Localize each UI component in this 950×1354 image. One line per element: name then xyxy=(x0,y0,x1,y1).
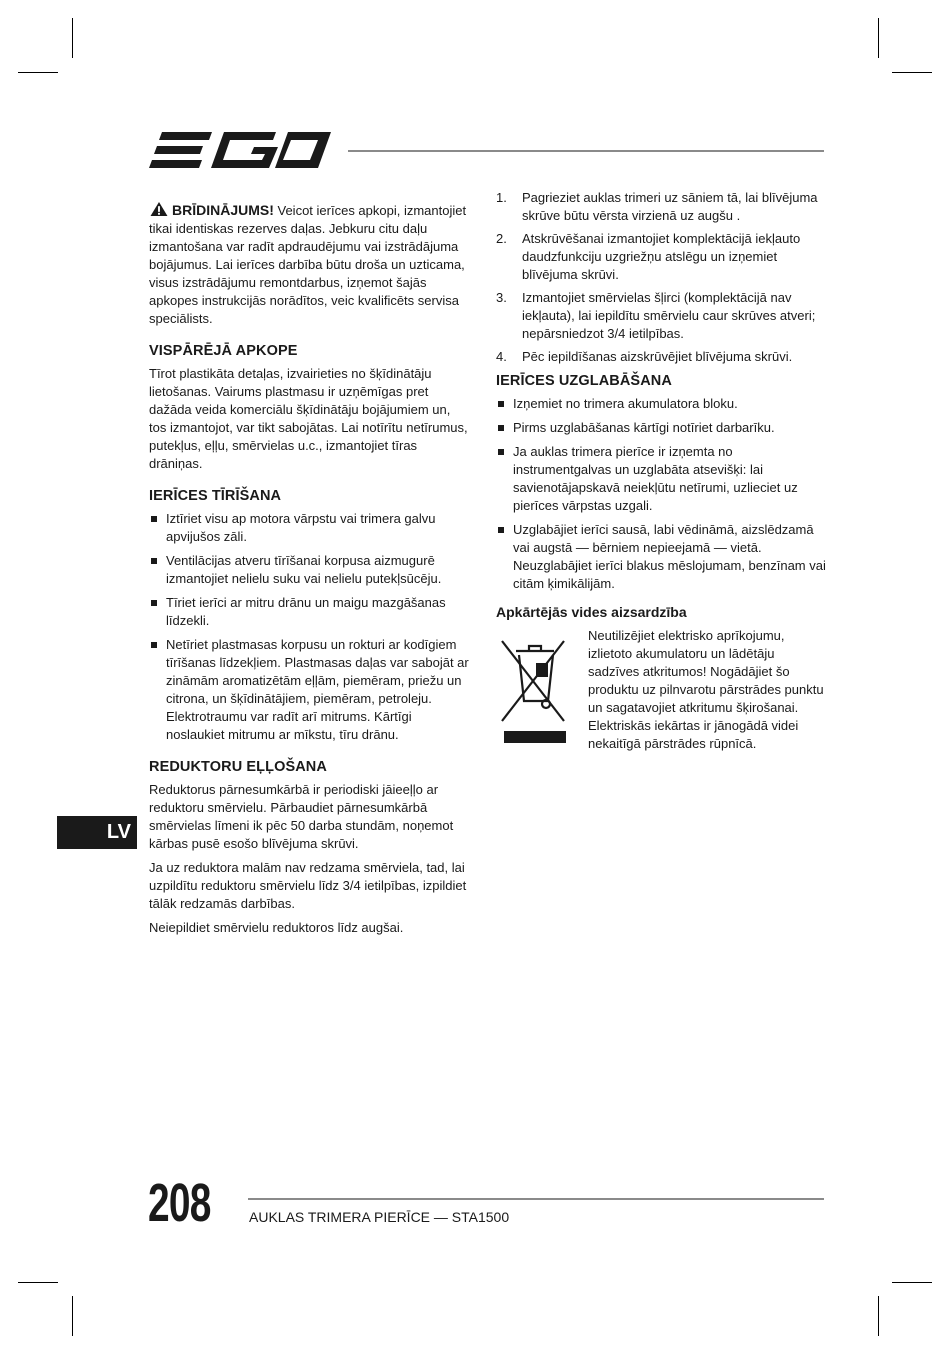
list-item xyxy=(496,289,826,343)
crop-mark xyxy=(878,18,879,58)
list-item xyxy=(496,230,826,284)
crop-mark xyxy=(18,1282,58,1283)
warning-text: Veicot ierīces apkopi, izmantojiet tikai identiskas rezerves daļas. Jebkuru citu daļu izmantošana var radīt apdraudējumu vai izstrādājuma bojājumus. Lai ierīces darbība būtu droša un uzticama, visus izstrādājumu remontdarbus, izņemot šajās apkopes instrukcijās norādītos, veic kvalificēts servisa speciālists. xyxy=(149,203,467,326)
general-maintenance-text: Tīrot plastikāta detaļas, izvairieties no šķīdinātāju lietošanas. Vairums plastmasu ir uzņēmīgas pret dažāda veida komerciālu šķīdinātāju bojājumiem un, tos izmantojot, var tikt sabojātas. Lai notīrītu netīrumus, putekļus, eļļu, smērvielas u.c., izmantojiet tīras drāniņas. xyxy=(149,366,468,471)
warning-paragraph xyxy=(149,201,471,328)
environment-text: Neutilizējiet elektrisko aprīkojumu, izlietoto akumulatoru un lādētāju sadzīves atkritumos! Nogādājiet šo produktu uz pilnvarotu pārstrādes punktu un sagatavojiet atkritumu šķirošanai. Elektriskās iekārtas ir jānogādā videi nekaitīgā pārstrādes rūpnīcā. xyxy=(588,628,824,751)
footer-title: AUKLAS TRIMERA PIERĪCE — STA1500 xyxy=(249,1209,510,1225)
gear-oil-heading: REDUKTORU EĻĻOŠANA xyxy=(149,759,327,775)
step-number: 1. xyxy=(496,190,507,205)
steps-list xyxy=(496,189,826,366)
list-item: Ventilācijas atveru tīrīšanai korpusa aizmugurē izmantojiet nelielu suku vai nelielu putekļsūcēju. xyxy=(149,552,471,588)
header-rule xyxy=(348,150,824,152)
crop-mark xyxy=(892,72,932,73)
list-item: Netīriet plastmasas korpusu un rokturi ar kodīgiem tīrīšanas līdzekļiem. Plastmasas daļas var sabojāt ar zināmām aromatizētām eļļām, piemēram, priežu un citrona, un šķīdinātājiem, piemēram, petroleju. Elektrotraumu var radīt arī mitrums. Kārtīgi noslaukiet mitrumu ar mīkstu, tīru drānu. xyxy=(149,636,471,744)
step-text: Atskrūvēšanai izmantojiet komplektācijā iekļauto daudzfunkciju uzgriežņu atslēgu un izņemiet blīvējuma skrūvi. xyxy=(522,231,801,282)
cleaning-list xyxy=(149,510,471,744)
crop-mark xyxy=(878,1296,879,1336)
cleaning-heading: IERĪCES TĪRĪŠANA xyxy=(149,488,282,504)
ego-logo xyxy=(148,128,333,174)
gear-oil-paragraph: Ja uz reduktora malām nav redzama smērviela, tad, lai uzpildītu reduktoru smērvielu līdz 3/4 ietilpības, izpildiet tālāk redzamās darbības. xyxy=(149,860,467,911)
list-item xyxy=(496,189,826,225)
crop-mark xyxy=(72,1296,73,1336)
step-number: 3. xyxy=(496,290,507,305)
list-item: Iztīriet visu ap motora vārpstu vai trimera galvu apvijušos zāli. xyxy=(149,510,471,546)
list-item: Izņemiet no trimera akumulatora bloku. xyxy=(496,395,826,413)
gear-oil-paragraph: Reduktorus pārnesumkārbā ir periodiski jāieeļļo ar reduktoru smērvielu. Pārbaudiet pārnesumkārbā smērvielas līmeni ik pēc 50 darba stundām, noņemot kārbas pusē esošo blīvējuma skrūvi. xyxy=(149,782,454,851)
list-item: Uzglabājiet ierīci sausā, labi vēdināmā, aizslēdzamā vai augstā — bērniem nepieejamā — vietā. Neuzglabājiet ierīci blakus mēslojumam, benzīnam vai citām ķimikālijām. xyxy=(496,521,826,593)
footer-rule xyxy=(248,1198,824,1200)
crop-mark xyxy=(892,1282,932,1283)
step-number: 2. xyxy=(496,231,507,246)
step-text: Pagrieziet auklas trimeri uz sāniem tā, lai blīvējuma skrūve būtu vērsta virzienā uz augšu . xyxy=(522,190,818,223)
step-number: 4. xyxy=(496,349,507,364)
list-item: Ja auklas trimera pierīce ir izņemta no instrumentgalvas un uzglabāta atsevišķi: lai savienotājapskavā neiekļūtu netīrumi, uzlieciet uz pierīces vārpstas uzgali. xyxy=(496,443,826,515)
crop-mark xyxy=(18,72,58,73)
general-maintenance-heading: VISPĀRĒJĀ APKOPE xyxy=(149,343,298,359)
language-tab: LV xyxy=(57,816,137,849)
left-column xyxy=(149,201,471,943)
warning-title: BRĪDINĀJUMS! xyxy=(172,202,274,218)
step-text: Izmantojiet smērvielas šļirci (komplektācijā nav iekļauta), lai iepildītu smērvielu caur skrūves atveri; nepārsniedzot 3/4 ietilpības. xyxy=(522,290,816,341)
list-item xyxy=(496,348,826,366)
warning-triangle-icon xyxy=(149,201,169,217)
page-number: 208 xyxy=(148,1173,211,1233)
list-item: Pirms uzglabāšanas kārtīgi notīriet darbarīku. xyxy=(496,419,826,437)
step-text: Pēc iepildīšanas aizskrūvējiet blīvējuma skrūvi. xyxy=(522,349,793,364)
gear-oil-paragraph: Neiepildiet smērvielu reduktoros līdz augšai. xyxy=(149,920,404,935)
crop-mark xyxy=(72,18,73,58)
right-column xyxy=(496,189,826,757)
storage-heading: IERĪCES UZGLABĀŠANA xyxy=(496,373,672,389)
storage-list xyxy=(496,395,826,593)
environment-heading: Apkārtējās vides aizsardzība xyxy=(496,604,687,620)
environment-block xyxy=(496,627,826,757)
list-item: Tīriet ierīci ar mitru drānu un maigu mazgāšanas līdzekli. xyxy=(149,594,471,630)
crossed-out-bin-icon xyxy=(496,631,570,749)
